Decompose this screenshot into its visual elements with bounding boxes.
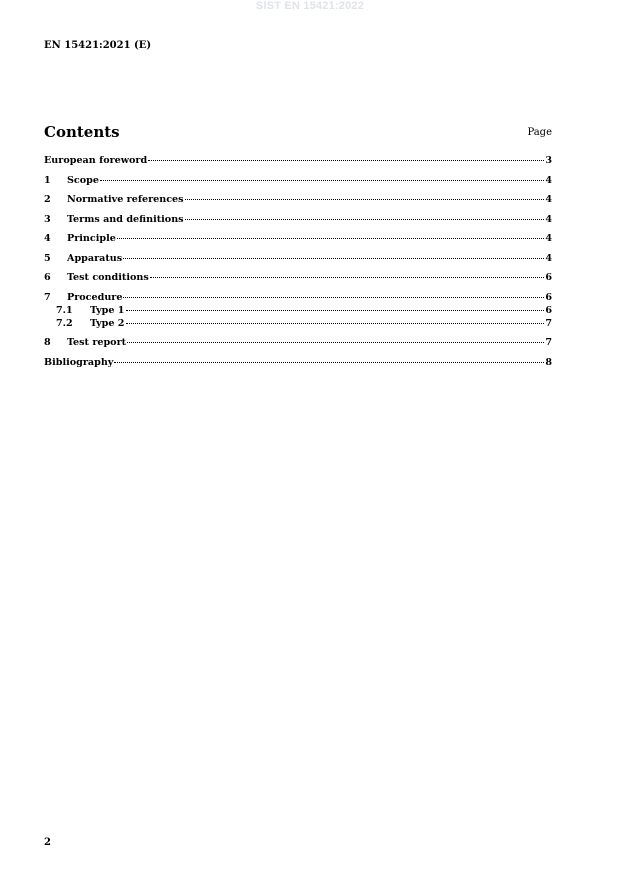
toc-entry-title: Terms and definitions [67,213,184,225]
toc-entry-number: 7 [44,291,51,303]
toc-entry[interactable] [44,292,552,304]
toc-entry-page: 7 [545,337,552,348]
page-number: 2 [44,837,51,848]
toc-entry-page: 6 [545,291,552,303]
toc-dot-leader [123,258,544,259]
toc-entry-number: 6 [44,272,51,283]
toc-entry[interactable] [44,318,552,330]
toc-entry[interactable] [44,272,552,284]
toc-entry-title: Test conditions [67,272,149,283]
toc-dot-leader [114,362,544,363]
toc-dot-leader [100,180,544,181]
toc-entry[interactable] [44,253,552,265]
toc-entry-title: Test report [67,337,127,348]
toc-entry-page: 6 [545,272,552,283]
toc-entry-page: 8 [545,356,552,368]
toc-entry-title: Scope [67,174,99,186]
toc-entry-title: Principle [67,233,116,244]
toc-entry-number: 7.1 [56,304,73,316]
toc-entry-page: 4 [545,213,552,225]
toc-entry-number: 2 [44,194,51,205]
toc-dot-leader [185,199,545,200]
toc-entry-title: Bibliography [44,356,114,368]
toc-entry[interactable] [44,214,552,226]
toc-entry[interactable] [44,337,552,349]
toc-entry-title: Procedure [67,291,123,303]
toc-entry-title: Apparatus [67,252,123,264]
page-column-label: Page [527,127,552,138]
toc-entry-number: 5 [44,252,51,264]
toc-entry-number: 4 [44,233,51,244]
toc-entry-page: 7 [545,317,552,329]
table-of-contents [44,155,552,369]
toc-entry-page: 6 [545,304,552,316]
toc-dot-leader [117,238,544,239]
contents-heading-row [44,123,552,143]
toc-entry[interactable] [44,305,552,317]
toc-dot-leader [127,342,544,343]
toc-dot-leader [123,297,544,298]
toc-entry-number: 1 [44,174,51,186]
toc-entry-title: European foreword [44,155,148,166]
toc-dot-leader [126,310,545,311]
toc-entry-page: 4 [545,174,552,186]
toc-entry-page: 4 [545,233,552,244]
toc-dot-leader [185,219,545,220]
toc-entry-number: 3 [44,213,51,225]
toc-entry-number: 7.2 [56,317,73,329]
toc-dot-leader [150,277,545,278]
toc-entry[interactable] [44,155,552,167]
toc-entry-title: Type 1 [90,304,125,316]
toc-entry-number: 8 [44,337,51,348]
document-id-header: EN 15421:2021 (E) [44,40,152,51]
toc-entry[interactable] [44,233,552,245]
contents-title: Contents [44,123,120,141]
toc-entry[interactable] [44,357,552,369]
toc-entry-title: Type 2 [90,317,125,329]
watermark: SIST EN 15421:2022 [255,0,365,12]
toc-entry-page: 4 [545,194,552,205]
toc-entry[interactable] [44,194,552,206]
toc-dot-leader [148,160,544,161]
toc-entry[interactable] [44,175,552,187]
toc-entry-title: Normative references [67,194,184,205]
toc-dot-leader [126,323,545,324]
toc-entry-page: 4 [545,252,552,264]
toc-entry-page: 3 [545,155,552,166]
